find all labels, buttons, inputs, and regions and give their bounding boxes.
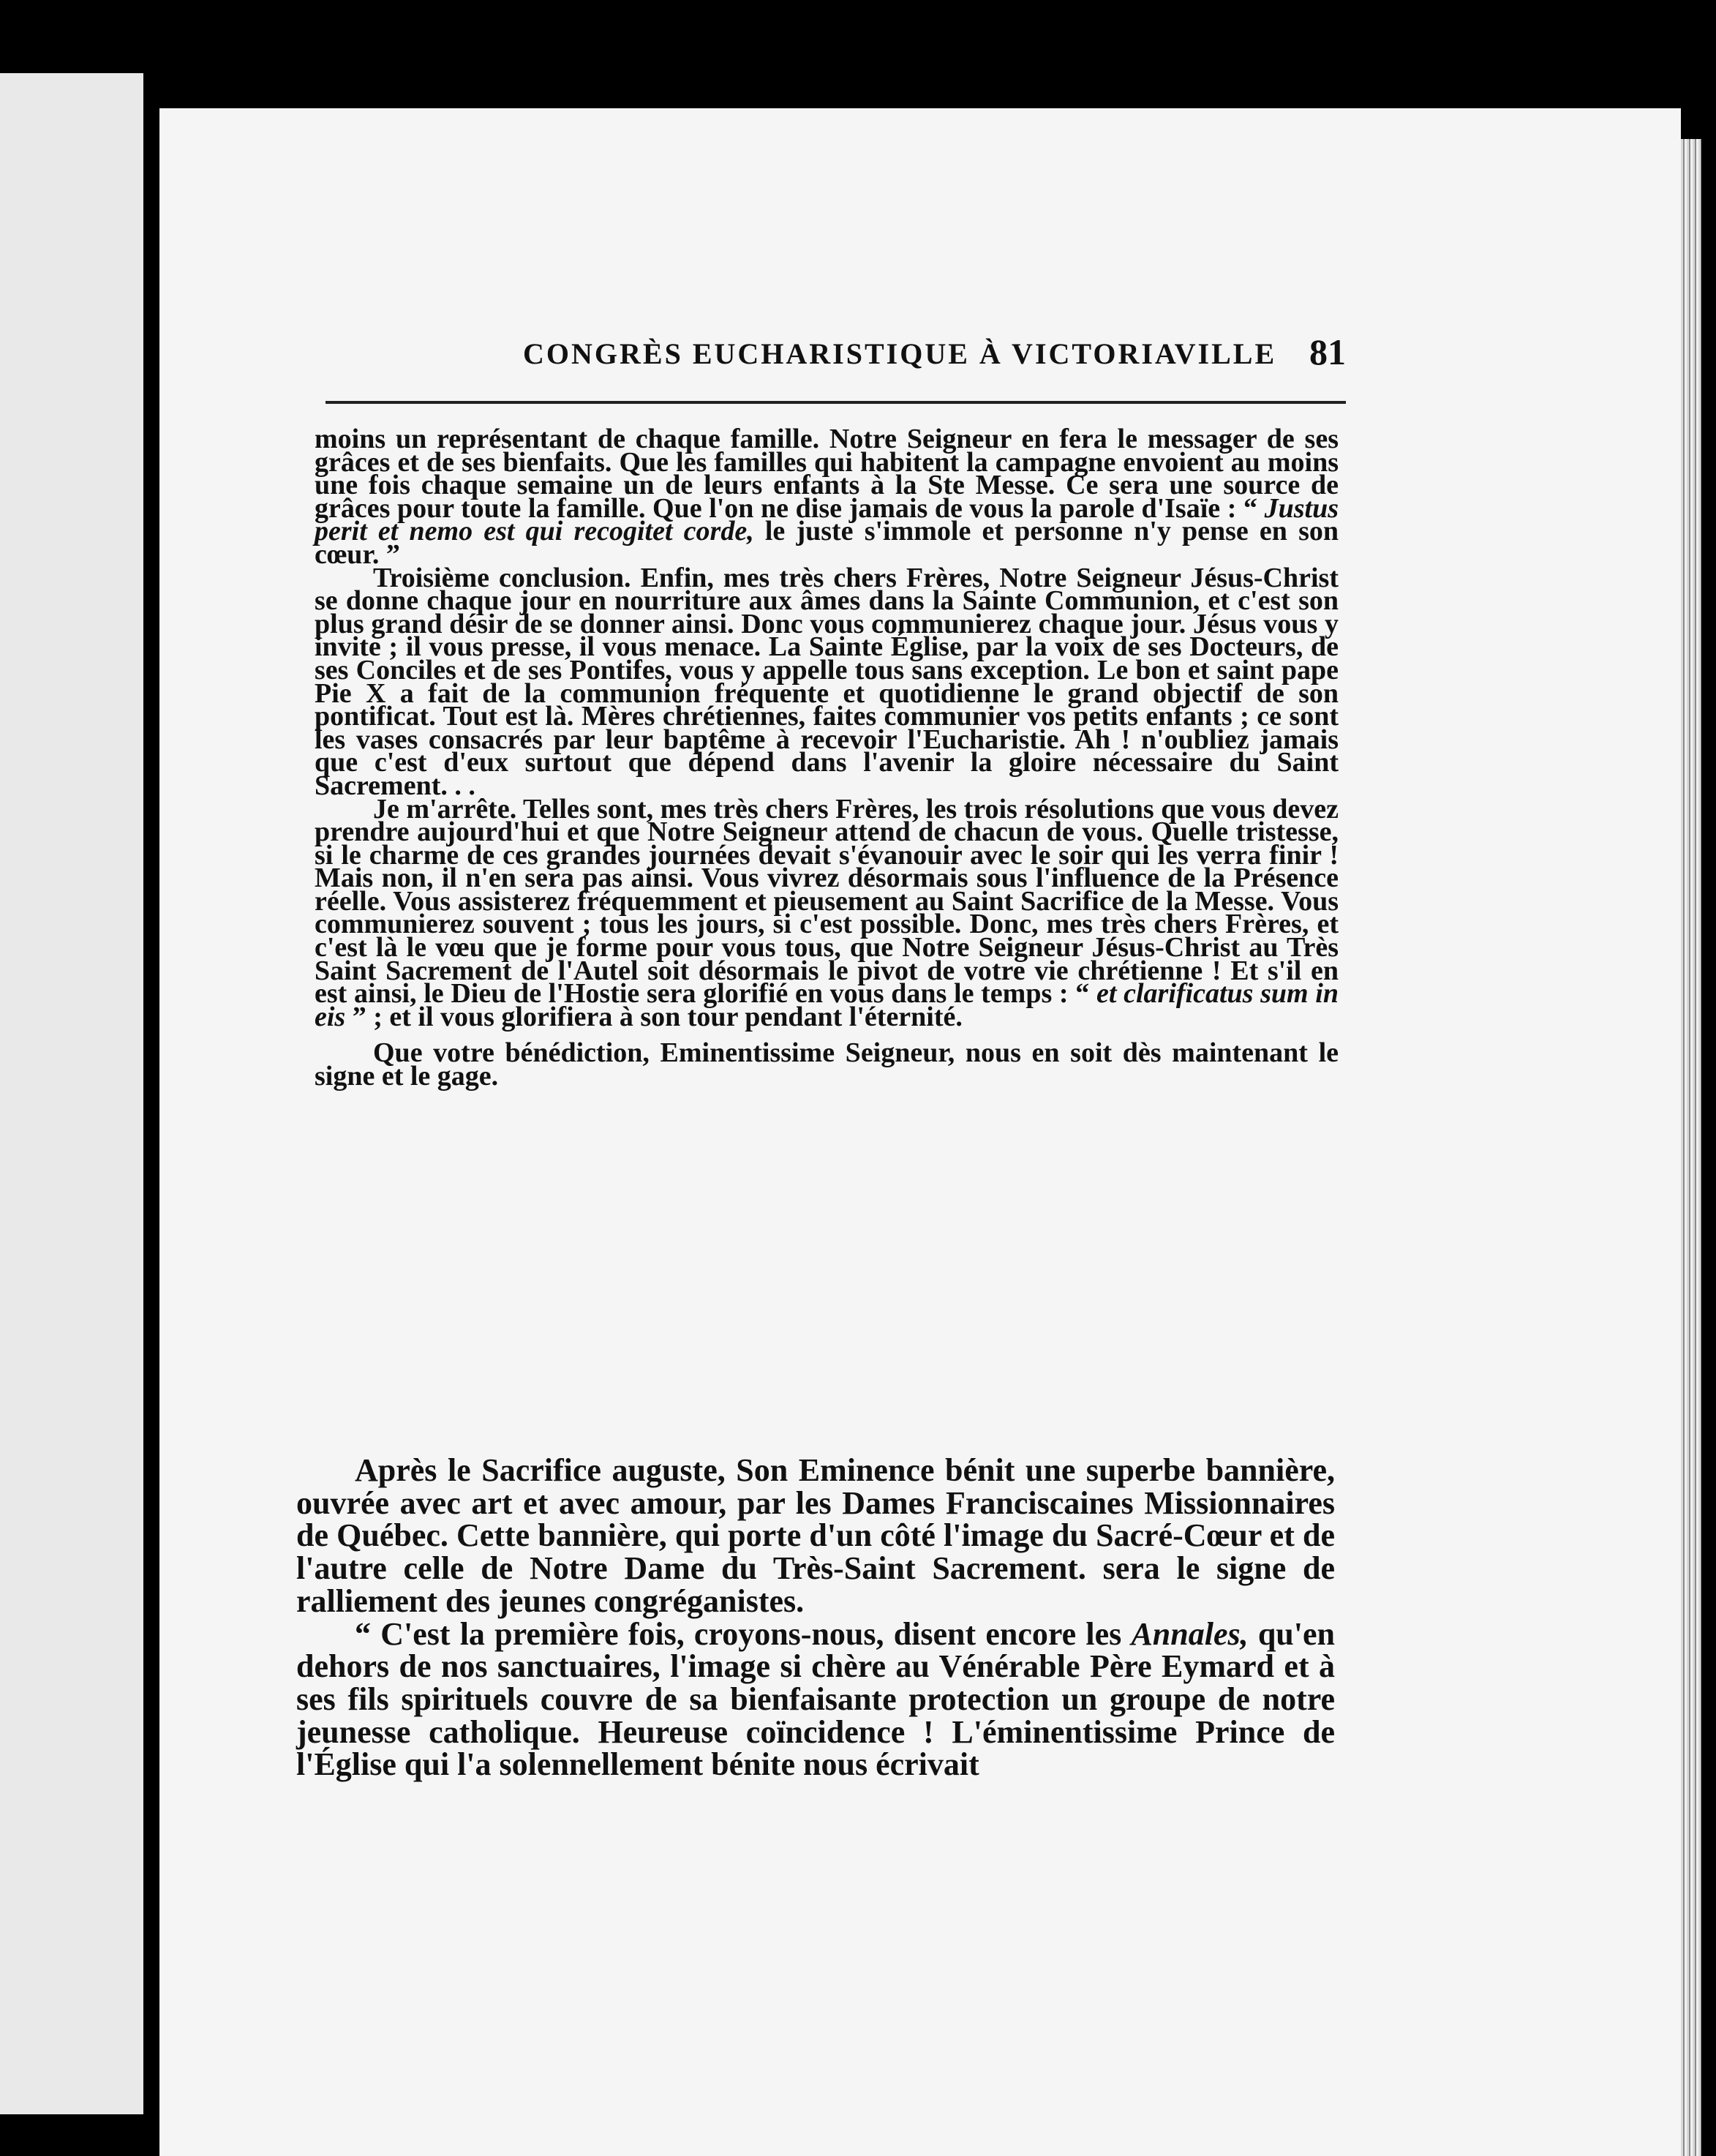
paragraph-6: “ C'est la première fois, croyons-nous, disent encore les Annales, qu'en dehors de nos sanctuaires, l'image si chère au Vénérable Père Eymard et à ses fils spirituels couvre de sa bienfaisante protection un groupe de notre jeunesse catholique. Heureuse coïncidence ! L'éminentissime Prince de l'Église qui l'a solennellement bénite nous écrivait xyxy=(296,1615,1335,1783)
sermon-text xyxy=(315,424,1339,1092)
book-page xyxy=(159,108,1681,2156)
narrative-text xyxy=(296,1454,1335,1781)
facing-page-edge xyxy=(0,73,143,2114)
page-number: 81 xyxy=(1309,331,1346,372)
page-stack-edge xyxy=(1681,139,1701,2156)
running-head: CONGRÈS EUCHARISTIQUE À VICTORIAVILLE xyxy=(523,337,1277,370)
header-rule xyxy=(325,401,1346,404)
paragraph-5: Après le Sacrifice auguste, Son Eminence bénit une superbe bannière, ouvrée avec art et avec amour, par les Dames Franciscaines Missionnaires de Québec. Cette bannière, qui porte d'un côté l'image du Sacré-Cœur et de l'autre celle de Notre Dame du Très-Saint Sacrement. sera le signe de ralliement des jeunes congréganistes. xyxy=(296,1452,1335,1619)
latin-quotation: et clarificatus sum in eis xyxy=(315,978,1339,1032)
paragraph-4: Que votre bénédiction, Eminentissime Seigneur, nous en soit dès maintenant le signe et le gage. xyxy=(315,1037,1339,1092)
italic-title: Annales, xyxy=(1131,1615,1249,1652)
paragraph-3: Je m'arrête. Telles sont, mes très chers Frères, les trois résolutions que vous devez prendre aujourd'hui et que Notre Seigneur attend de chacun de vous. Quelle tristesse, si le charme de ces grandes journées devait s'évanouir avec le soir qui les verra finir ! Mais non, il n'en sera pas ainsi. Vous vivrez désormais sous l'influence de la Présence réelle. Vous assisterez fréquemment et pieusement au Saint Sacrifice de la Messe. Vous communierez souvent ; tous les jours, si c'est possible. Donc, mes très chers Frères, et c'est là le vœu que je forme pour vous tous, que Notre Seigneur Jésus-Christ au Très Saint Sacrement de l'Autel soit désormais le pivot de votre vie chrétienne ! Et s'il en est ainsi, le Dieu de l'Hostie sera glorifié en vous dans le temps : “ et clarificatus sum in eis ” ; et il vous glorifiera à son tour pendant l'éternité. xyxy=(315,793,1339,1032)
paragraph-2: Troisième conclusion. Enfin, mes très chers Frères, Notre Seigneur Jésus-Christ se donne chaque jour en nourriture aux âmes dans la Sainte Communion, et c'est son plus grand désir de se donner ainsi. Donc vous communierez chaque jour. Jésus vous y invite ; il vous presse, il vous menace. La Sainte Église, par la voix de ses Docteurs, de ses Conciles et de ses Pontifes, vous y appelle tous sans exception. Le bon et saint pape Pie X a fait de la communion fréquente et quotidienne le grand objectif de son pontificat. Tout est là. Mères chrétiennes, faites communier vos petits enfants ; ce sont les vases consacrés par leur baptême à recevoir l'Eucharistie. Ah ! n'oubliez jamais que c'est d'eux surtout que dépend dans l'avenir la gloire nécessaire du Saint Sacrement. . . xyxy=(315,562,1339,801)
page-header xyxy=(325,331,1346,402)
latin-quotation: Justus perit et nemo est qui recogitet corde, xyxy=(315,492,1339,547)
paragraph-1: moins un représentant de chaque famille. Notre Seigneur en fera le messager de ses grâces et de ses bienfaits. Que les familles qui habitent la campagne envoient au moins une fois chaque semaine un de leurs enfants à la Ste Messe. Ce sera une source de grâces pour toute la famille. Que l'on ne dise jamais de vous la parole d'Isaïe : “ Justus perit et nemo est qui recogitet corde, le juste s'immole et personne n'y pense en son cœur. ” xyxy=(315,424,1339,570)
